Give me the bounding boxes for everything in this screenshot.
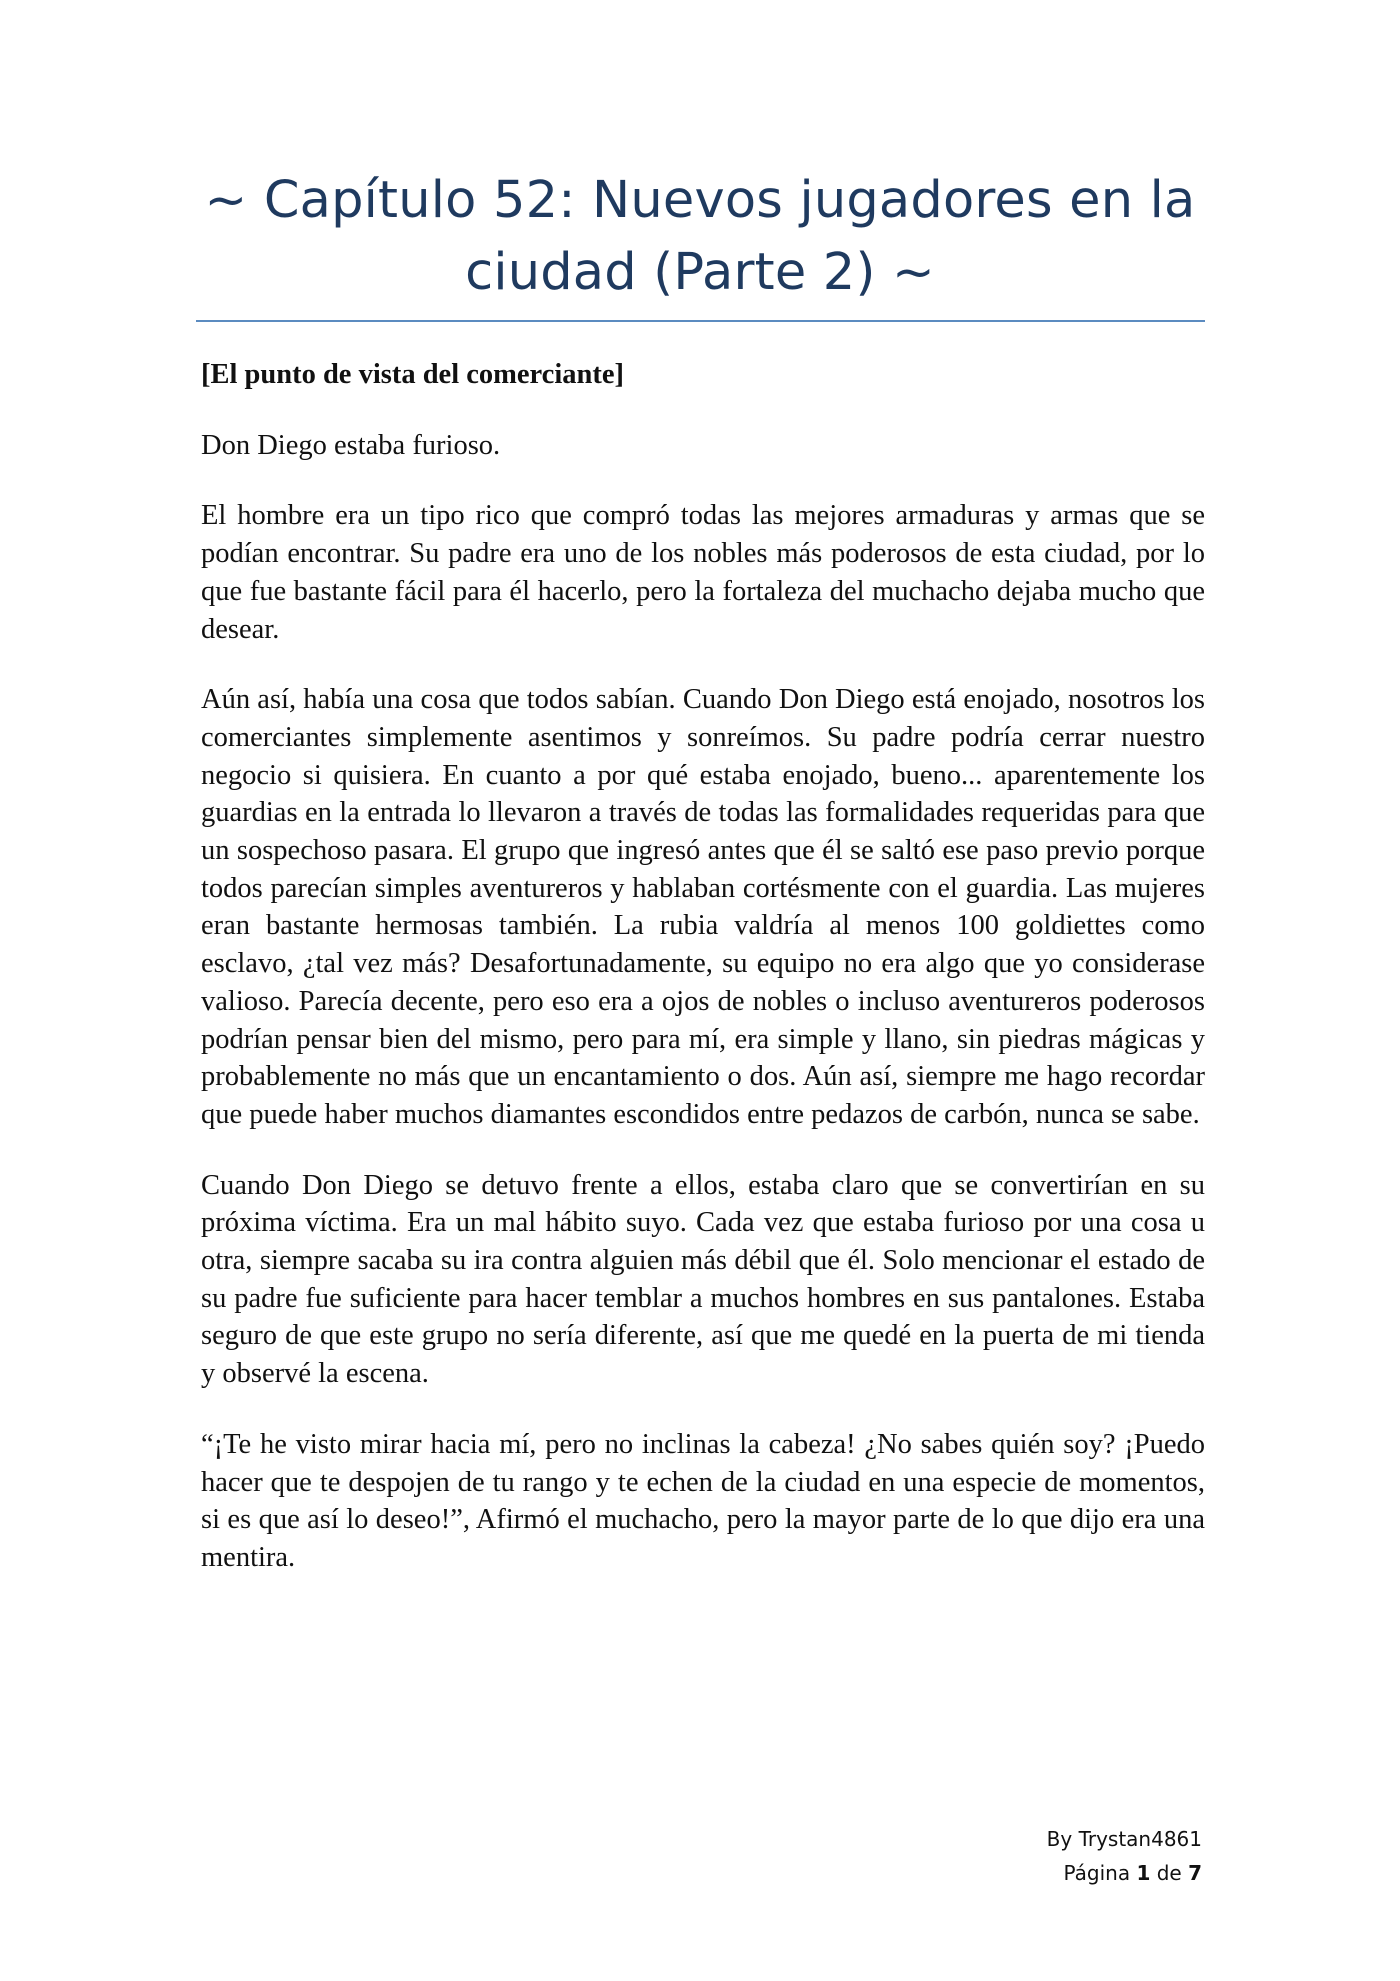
chapter-title: ~ Capítulo 52: Nuevos jugadores en la ciudad (Parte 2) ~ xyxy=(204,171,1196,302)
footer-author: By Trystan4861 xyxy=(1046,1827,1202,1851)
footer-page-word: Página xyxy=(1063,1861,1131,1885)
document-body xyxy=(201,356,1205,1610)
footer-page-of: de xyxy=(1156,1861,1182,1885)
paragraph: El hombre era un tipo rico que compró todas las mejores armaduras y armas que se podían encontrar. Su padre era uno de los nobles más poderosos de esta ciudad, por lo que fue bastante fácil para él hacerlo, pero la fortaleza del muchacho dejaba mucho que desear. xyxy=(201,500,1205,645)
title-underline-divider xyxy=(196,320,1205,322)
footer-page-total: 7 xyxy=(1188,1861,1202,1885)
page-footer xyxy=(900,1822,1202,1890)
footer-page-number xyxy=(900,1856,1202,1890)
paragraph: Aún así, había una cosa que todos sabían. Cuando Don Diego está enojado, nosotros los comerciantes simplemente asentimos y sonreímos. Su padre podría cerrar nuestro negocio si quisiera. En cuanto a por qué estaba enojado, bueno... aparentemente los guardias en la entrada lo llevaron a través de todas las formalidades requeridas para que un sospechoso pasara. El grupo que ingresó antes que él se saltó ese paso previo porque todos parecían simples aventureros y hablaban cortésmente con el guardia. Las mujeres eran bastante hermosas también. La rubia valdría al menos 100 goldiettes como esclavo, ¿tal vez más? Desafortunadamente, su equipo no era algo que yo considerase valioso. Parecía decente, pero eso era a ojos de nobles o incluso aventureros poderosos podrían pensar bien del mismo, pero para mí, era simple y llano, sin piedras mágicas y probablemente no más que un encantamiento o dos. Aún así, siempre me hago recordar que puede haber muchos diamantes escondidos entre pedazos de carbón, nunca se sabe. xyxy=(201,684,1205,1130)
paragraph: “¡Te he visto mirar hacia mí, pero no inclinas la cabeza! ¿No sabes quién soy? ¡Puedo hacer que te despojen de tu rango y te echen de la ciudad en una especie de momentos, si es que así lo deseo!”, Afirmó el muchacho, pero la mayor parte de lo que dijo era una mentira. xyxy=(201,1428,1205,1573)
paragraph: Cuando Don Diego se detuvo frente a ellos, estaba claro que se convertirían en su próxima víctima. Era un mal hábito suyo. Cada vez que estaba furioso por una cosa u otra, siempre sacaba su ira contra alguien más débil que él. Solo mencionar el estado de su padre fue suficiente para hacer temblar a muchos hombres en sus pantalones. Estaba seguro de que este grupo no sería diferente, así que me quedé en la puerta de mi tienda y observé la escena. xyxy=(201,1169,1205,1390)
section-heading: [El punto de vista del comerciante] xyxy=(201,359,624,390)
footer-page-current: 1 xyxy=(1136,1861,1151,1885)
paragraph: Don Diego estaba furioso. xyxy=(201,429,501,461)
